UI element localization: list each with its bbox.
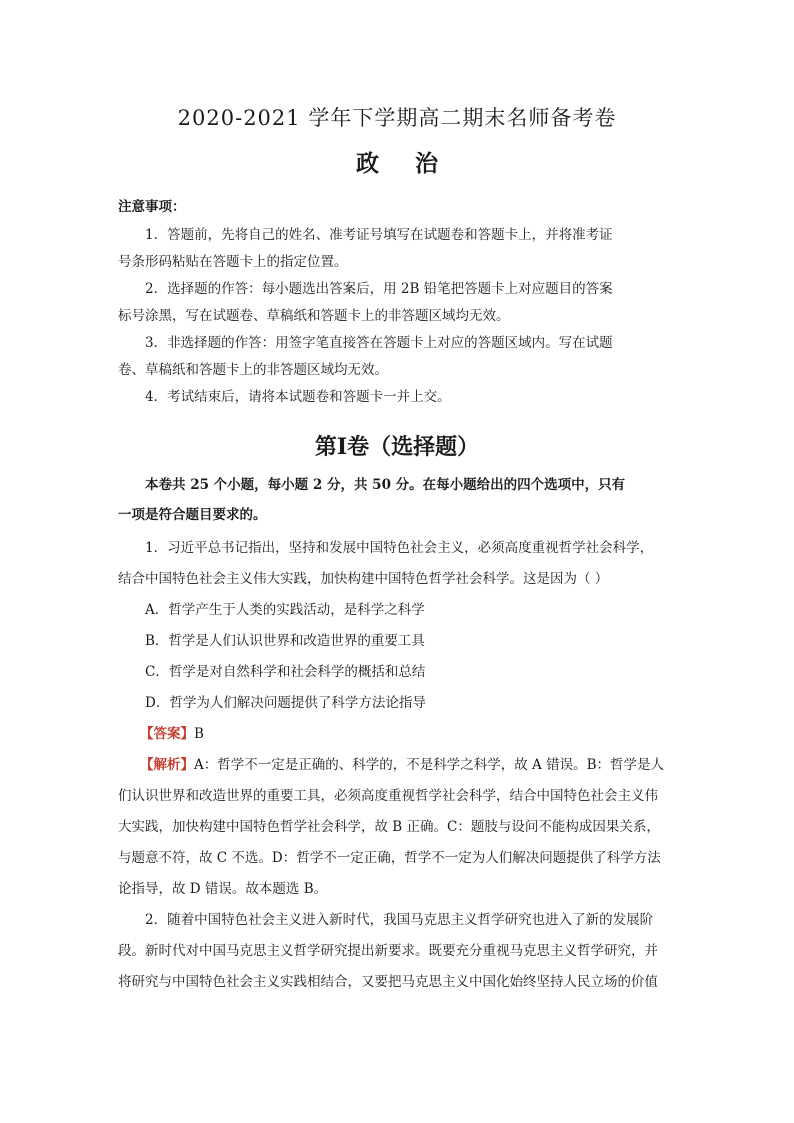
analysis-text: A：哲学不一定是正确的、科学的，不是科学之科学，故 A 错误。B：哲学是人 — [194, 757, 665, 773]
q1-stem-line-2: 结合中国特色社会主义伟大实践，加快构建中国特色哲学社会科学。这是因为（ ） — [118, 571, 609, 587]
answer-value: B — [194, 726, 204, 742]
analysis-label: 【解析】 — [140, 757, 194, 773]
q1-analysis-line-5: 论指导，故 D 错误。故本题选 B。 — [118, 881, 328, 897]
notice-item-4: 4．考试结束后，请将本试题卷和答题卡一并上交。 — [145, 389, 451, 405]
q1-option-a: A．哲学产生于人类的实践活动，是科学之科学 — [145, 602, 425, 618]
notice-item-1-line-1: 1．答题前，先将自己的姓名、准考证号填写在试题卷和答题卡上，并将准考证 — [145, 227, 613, 243]
q2-stem-line-1: 2．随着中国特色社会主义进入新时代，我国马克思主义哲学研究也进入了新的发展阶 — [145, 912, 654, 928]
q1-stem-line-1: 1．习近平总书记指出，坚持和发展中国特色社会主义，必须高度重视哲学社会科学， — [145, 540, 654, 556]
q1-analysis-line-4: 与题意不符，故 C 不选。D：哲学不一定正确，哲学不一定为人们解决问题提供了科学方法 — [118, 850, 661, 866]
section-instructions-line-2: 一项是符合题目要求的。 — [118, 507, 267, 523]
notice-item-1-line-2: 号条形码粘贴在答题卡上的指定位置。 — [118, 254, 348, 270]
notice-item-2-line-2: 标号涂黑，写在试题卷、草稿纸和答题卡上的非答题区域均无效。 — [118, 308, 510, 324]
q1-analysis-line-2: 们认识世界和改造世界的重要工具，必须高度重视哲学社会科学，结合中国特色社会主义伟 — [118, 788, 658, 804]
q1-answer — [140, 722, 700, 742]
notice-item-2-line-1: 2．选择题的作答：每小题选出答案后，用 2B 铅笔把答题卡上对应题目的答案 — [145, 281, 613, 297]
notice-heading: 注意事项： — [118, 199, 186, 215]
q2-stem-line-2: 段。新时代对中国马克思主义哲学研究提出新要求。既要充分重视马克思主义哲学研究，并 — [118, 943, 658, 959]
q1-analysis-line-1 — [140, 753, 700, 773]
q1-option-b: B．哲学是人们认识世界和改造世界的重要工具 — [145, 633, 425, 649]
subject-title: 政 治 — [355, 150, 452, 177]
page-title: 2020-2021 学年下学期高二期末名师备考卷 — [177, 106, 617, 130]
section-title: 第Ⅰ卷（选择题） — [314, 434, 480, 460]
q1-option-d: D．哲学为人们解决问题提供了科学方法论指导 — [145, 695, 426, 711]
q1-analysis-line-3: 大实践，加快构建中国特色哲学社会科学，故 B 正确。C：题肢与设问不能构成因果关系， — [118, 819, 660, 835]
notice-item-3-line-2: 卷、草稿纸和答题卡上的非答题区域均无效。 — [118, 362, 388, 378]
notice-item-3-line-1: 3．非选择题的作答：用签字笔直接答在答题卡上对应的答题区域内。写在试题 — [145, 335, 613, 351]
section-instructions-line-1: 本卷共 25 个小题，每小题 2 分，共 50 分。在每小题给出的四个选项中，只有 — [145, 477, 626, 493]
answer-label: 【答案】 — [140, 726, 194, 742]
q1-option-c: C．哲学是对自然科学和社会科学的概括和总结 — [145, 664, 426, 680]
q2-stem-line-3: 将研究与中国特色社会主义实践相结合，又要把马克思主义中国化始终坚持人民立场的价值 — [118, 974, 658, 990]
